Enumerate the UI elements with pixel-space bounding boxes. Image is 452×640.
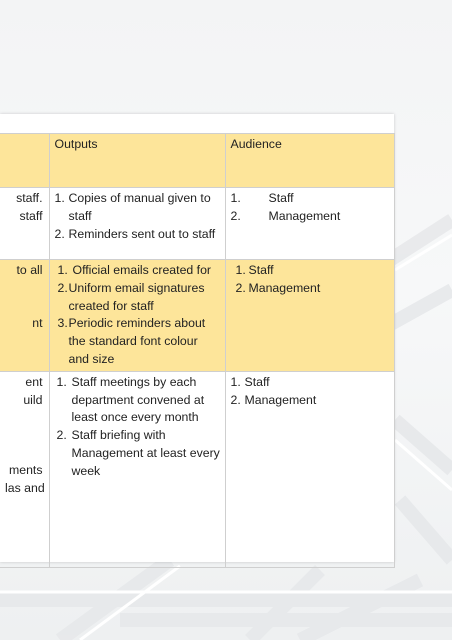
list-number: 1.	[230, 191, 241, 205]
list-text: Official emails created for	[72, 263, 212, 277]
activity-line: las and	[5, 481, 45, 496]
table-top-strip	[0, 114, 394, 134]
list-item	[55, 374, 221, 427]
table-header-row	[0, 134, 394, 188]
list-text: Staff briefing with Management at least every week	[71, 428, 220, 478]
list-item	[231, 280, 390, 298]
list-number: 1.	[235, 263, 246, 277]
list-number: 2.	[230, 208, 241, 223]
list-text: Management	[268, 208, 341, 223]
list-number: 3.	[57, 316, 68, 331]
list-text: Periodic reminders about the standard font colour and size	[68, 316, 206, 366]
list-item	[231, 392, 390, 410]
list-text: Staff meetings by each department convened at least once every month	[71, 374, 205, 425]
activity-line: staff	[19, 208, 43, 223]
activity-line: nt	[32, 315, 43, 330]
list-item	[55, 226, 221, 244]
list-number: 1.	[54, 191, 65, 205]
activity-line: uild	[23, 392, 43, 407]
list-item	[55, 262, 221, 280]
list-item	[231, 374, 390, 392]
outputs-cell	[49, 371, 225, 567]
list-number: 1.	[56, 374, 67, 389]
table-row	[0, 371, 394, 567]
list-number: 2.	[56, 428, 67, 443]
list-item	[231, 190, 390, 208]
activity-line: ent	[25, 374, 43, 389]
activity-cell	[0, 260, 49, 372]
list-number: 1.	[57, 263, 68, 277]
list-text: Staff	[244, 374, 270, 389]
activity-cell	[0, 188, 49, 260]
outputs-cell	[49, 188, 225, 260]
table-row	[0, 188, 394, 260]
list-text: Reminders sent out to staff	[68, 226, 216, 241]
list-item	[231, 208, 390, 226]
activity-line: to all	[16, 263, 43, 277]
list-item	[55, 190, 221, 226]
outputs-cell	[49, 260, 225, 372]
list-item	[55, 315, 221, 368]
list-text: Management	[248, 280, 321, 295]
audience-cell	[225, 371, 394, 567]
list-item	[55, 427, 221, 480]
list-text: Management	[244, 392, 317, 407]
activity-line: ments	[9, 463, 43, 478]
activity-line: staff.	[16, 191, 43, 205]
header-cell-activity	[0, 134, 49, 188]
header-cell-audience: Audience	[225, 134, 394, 188]
list-text: Uniform email signatures created for staff	[68, 280, 205, 313]
audience-cell	[225, 260, 394, 372]
activity-cell	[0, 371, 49, 567]
header-cell-outputs: Outputs	[49, 134, 225, 188]
list-number: 2.	[230, 392, 241, 407]
list-item	[231, 262, 390, 280]
audience-cell	[225, 188, 394, 260]
list-text: Staff	[248, 263, 274, 277]
list-number: 2.	[235, 280, 246, 295]
list-number: 2.	[54, 226, 65, 241]
document-page	[0, 114, 394, 562]
list-number: 1.	[230, 374, 241, 389]
list-number: 2.	[57, 280, 68, 295]
list-text: Copies of manual given to staff	[68, 191, 211, 223]
plan-table	[0, 133, 395, 568]
table-row	[0, 260, 394, 372]
list-text: Staff	[268, 191, 294, 205]
list-item	[55, 280, 221, 316]
